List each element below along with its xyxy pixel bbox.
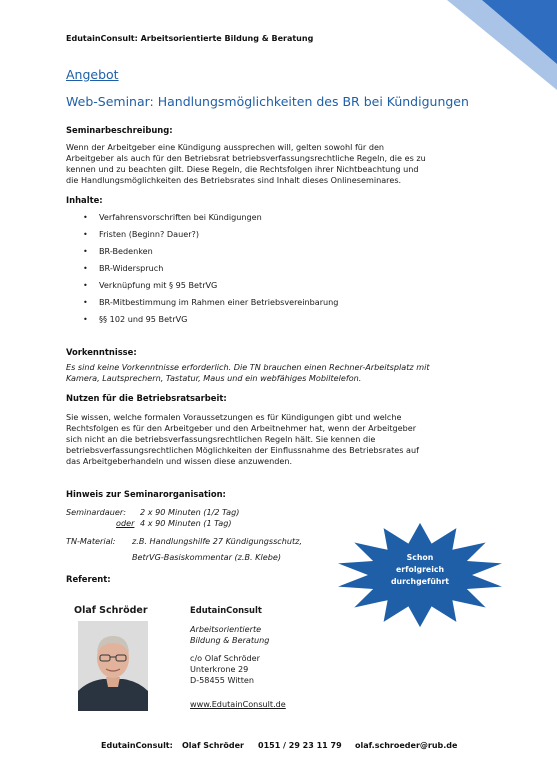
organisation-heading: Hinweis zur Seminarorganisation: bbox=[66, 489, 226, 499]
star-badge-text bbox=[334, 552, 506, 588]
benefit-line: Sie wissen, welche formalen Voraussetzungen es für Kündigungen gibt und welche bbox=[66, 412, 402, 422]
benefit-line: betriebsverfassungsrechtlichen Möglichkeiten der Einflussnahme des Betriebsrates auf bbox=[66, 445, 419, 455]
duration-value-2: 4 x 90 Minuten (1 Tag) bbox=[140, 518, 232, 528]
benefit-line: sich nicht an die betriebsverfassungsrechtlichen Regeln hält. Sie kennen die bbox=[66, 434, 376, 444]
offer-label: Angebot bbox=[66, 67, 119, 82]
description-text bbox=[66, 142, 426, 186]
star-badge-line: durchgeführt bbox=[390, 577, 450, 586]
org-address bbox=[190, 653, 260, 686]
list-item: • BR-Bedenken bbox=[66, 246, 338, 263]
prerequisites-heading: Vorkenntnisse: bbox=[66, 347, 137, 357]
address-line: c/o Olaf Schröder bbox=[190, 653, 260, 663]
referent-heading: Referent: bbox=[66, 574, 111, 584]
prerequisites-line: Kamera, Lautsprechern, Tastatur, Maus und ein webfähiges Mobiltelefon. bbox=[66, 373, 362, 383]
prerequisites-line: Es sind keine Vorkenntnisse erforderlich. Die TN brauchen einen Rechner-Arbeitsplatz mit bbox=[66, 362, 430, 372]
benefit-text bbox=[66, 412, 419, 467]
description-line: die Handlungsmöglichkeiten des Betriebsrates sind Inhalt dieses Onlineseminares. bbox=[66, 175, 402, 185]
description-line: kennen und zu beachten gilt. Diese Regeln, die Rechtsfolgen ihrer Nichtbeachtung und bbox=[66, 164, 419, 174]
duration-value-1: 2 x 90 Minuten (1/2 Tag) bbox=[140, 507, 240, 517]
org-subtitle-line: Bildung & Beratung bbox=[190, 635, 270, 645]
list-item: • BR-Mitbestimmung im Rahmen einer Betriebsvereinbarung bbox=[66, 297, 338, 314]
benefit-heading: Nutzen für die Betriebsratsarbeit: bbox=[66, 393, 227, 403]
list-item: • Fristen (Beginn? Dauer?) bbox=[66, 229, 338, 246]
header-company-line: EdutainConsult: Arbeitsorientierte Bildung & Beratung bbox=[66, 34, 314, 43]
referent-name: Olaf Schröder bbox=[74, 605, 148, 616]
referent-photo bbox=[78, 621, 148, 711]
address-line: D-58455 Witten bbox=[190, 675, 255, 685]
description-line: Wenn der Arbeitgeber eine Kündigung aussprechen will, gelten sowohl für den bbox=[66, 142, 385, 152]
list-item: • Verfahrensvorschriften bei Kündigungen bbox=[66, 212, 338, 229]
duration-label: Seminardauer: bbox=[66, 507, 126, 517]
benefit-line: das Arbeitgeberhandeln und wissen diese anzuwenden. bbox=[66, 456, 293, 466]
footer-phone: 0151 / 29 23 11 79 bbox=[258, 741, 342, 750]
address-line: Unterkrone 29 bbox=[190, 664, 249, 674]
description-heading: Seminarbeschreibung: bbox=[66, 125, 173, 135]
person-portrait-icon bbox=[78, 621, 148, 711]
corner-decoration bbox=[427, 0, 557, 90]
duration-or: oder bbox=[116, 518, 135, 528]
footer-company: EdutainConsult: bbox=[101, 741, 173, 750]
org-subtitle bbox=[190, 624, 269, 646]
footer-email-link[interactable]: olaf.schroeder@rub.de bbox=[355, 741, 458, 750]
org-subtitle-line: Arbeitsorientierte bbox=[190, 624, 262, 634]
contents-list bbox=[66, 212, 338, 331]
list-item: • §§ 102 und 95 BetrVG bbox=[66, 314, 338, 331]
star-badge-line: Schon bbox=[406, 553, 434, 562]
material-value-2: BetrVG-Basiskommentar (z.B. Klebe) bbox=[132, 552, 281, 562]
material-value-1: z.B. Handlungshilfe 27 Kündigungsschutz, bbox=[132, 536, 303, 546]
footer-name: Olaf Schröder bbox=[182, 741, 244, 750]
prerequisites-text bbox=[66, 362, 430, 384]
org-name: EdutainConsult bbox=[190, 605, 262, 615]
star-badge-line: erfolgreich bbox=[395, 565, 445, 574]
benefit-line: Rechtsfolgen es für den Arbeitgeber und den Arbeitnehmer hat, wenn der Arbeitgeber bbox=[66, 423, 417, 433]
material-label: TN-Material: bbox=[66, 536, 116, 546]
description-line: Arbeitgeber als auch für den Betriebsrat betriebsverfassungsrechtliche Regeln, die es zu bbox=[66, 153, 426, 163]
success-star-badge bbox=[334, 520, 506, 630]
website-link[interactable]: www.EdutainConsult.de bbox=[190, 699, 286, 709]
list-item: • BR-Widerspruch bbox=[66, 263, 338, 280]
contents-heading: Inhalte: bbox=[66, 195, 103, 205]
list-item: • Verknüpfung mit § 95 BetrVG bbox=[66, 280, 338, 297]
page-title: Web-Seminar: Handlungsmöglichkeiten des BR bei Kündigungen bbox=[66, 94, 469, 109]
